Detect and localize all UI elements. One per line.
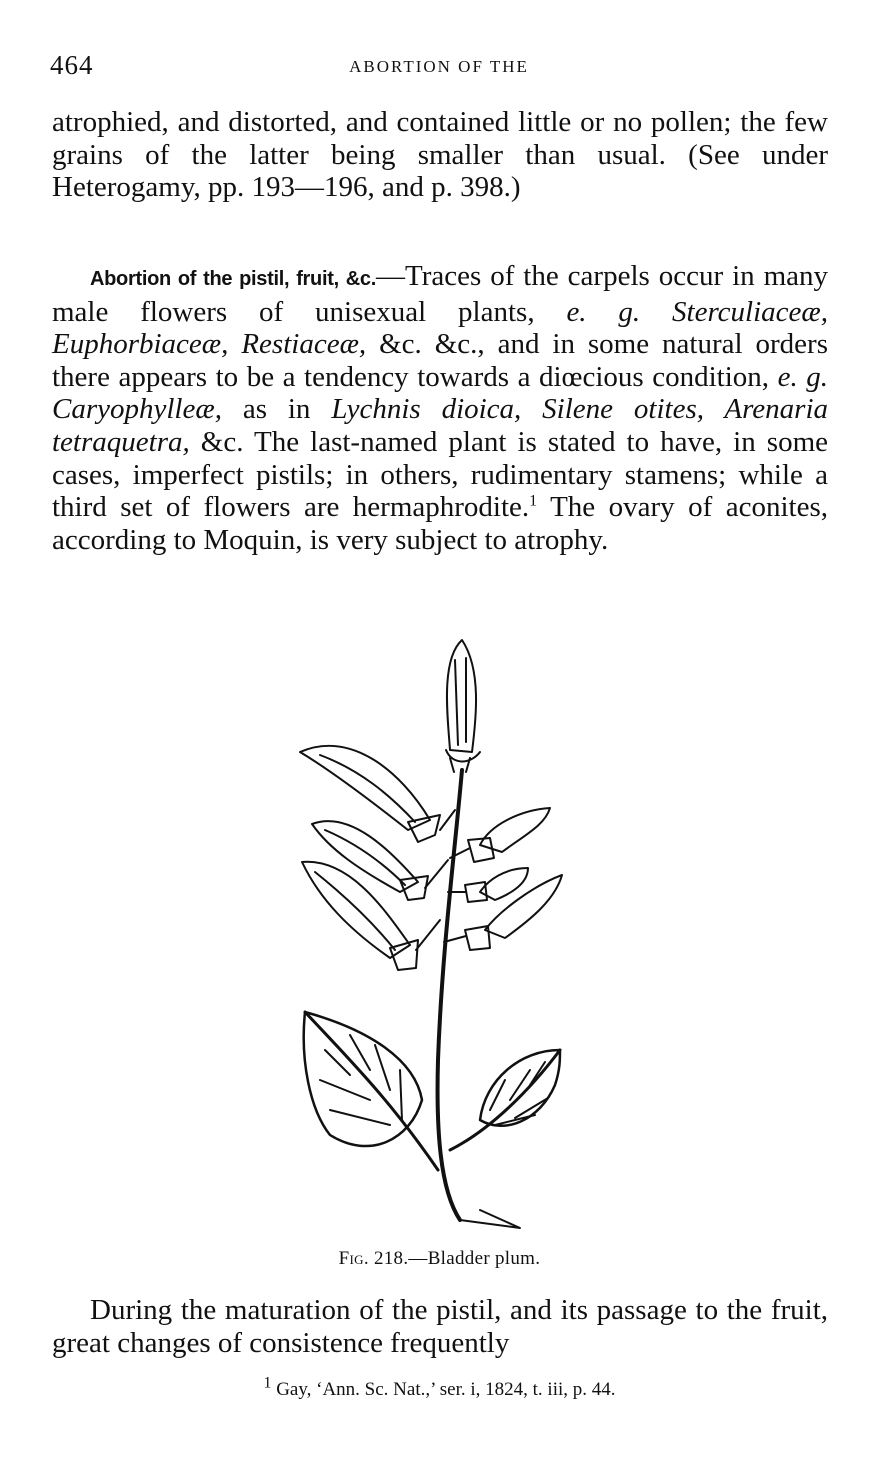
page-header — [50, 50, 828, 82]
text-run: as in — [221, 393, 332, 426]
figure-label: Fig. — [338, 1248, 369, 1269]
figure-caption — [0, 1248, 879, 1270]
italic-run: e. g. Sterculiaceæ, Euphorbiaceæ, Restiaceæ, — [52, 295, 828, 361]
paragraph-maturation-text: During the maturation of the pistil, and its passage to the fruit, great changes of consistence frequently — [52, 1294, 828, 1359]
footnote-reference: 1 — [529, 492, 538, 510]
paragraph-continuation: atrophied, and distorted, and contained little or no pollen; the few grains of the latter being smaller than usual. (See under Heterogamy, pp. 193—196, and p. 398.) — [52, 106, 828, 204]
section-run-in-heading: Abortion of the pistil, fruit, &c. — [90, 268, 377, 290]
italic-run: e. g. Caryophylleæ, — [52, 360, 829, 426]
figure-caption-text: 218.—Bladder plum. — [368, 1248, 541, 1269]
footnote-marker: 1 — [263, 1374, 272, 1392]
paragraph-maturation — [52, 1294, 828, 1359]
text-run: &c. The last-named plant is stated to have, in some cases, imperfect pistils; in others, rudimentary stamens; while a third set of flowers are hermaphrodite. — [52, 425, 828, 524]
text-run: &c. &c., and in some natural orders there appears to be a tendency towards a diœcious condition, — [52, 328, 828, 393]
running-head: ABORTION OF THE — [349, 57, 529, 76]
italic-run: Lychnis dioica, Silene otites, Arenaria tetraquetra, — [52, 393, 829, 458]
bladder-plum-illustration — [290, 630, 580, 1235]
footnote — [0, 1374, 879, 1401]
paragraph-abortion-of-pistil — [52, 260, 828, 556]
text-run: —Traces of the carpels occur in many male flowers of unisexual plants, — [52, 260, 828, 328]
page-number: 464 — [50, 50, 94, 80]
text-run: The ovary of aconites, according to Moquin, is very subject to atrophy. — [52, 491, 828, 556]
footnote-text: Gay, ‘Ann. Sc. Nat.,’ ser. i, 1824, t. iii, p. 44. — [271, 1379, 616, 1400]
